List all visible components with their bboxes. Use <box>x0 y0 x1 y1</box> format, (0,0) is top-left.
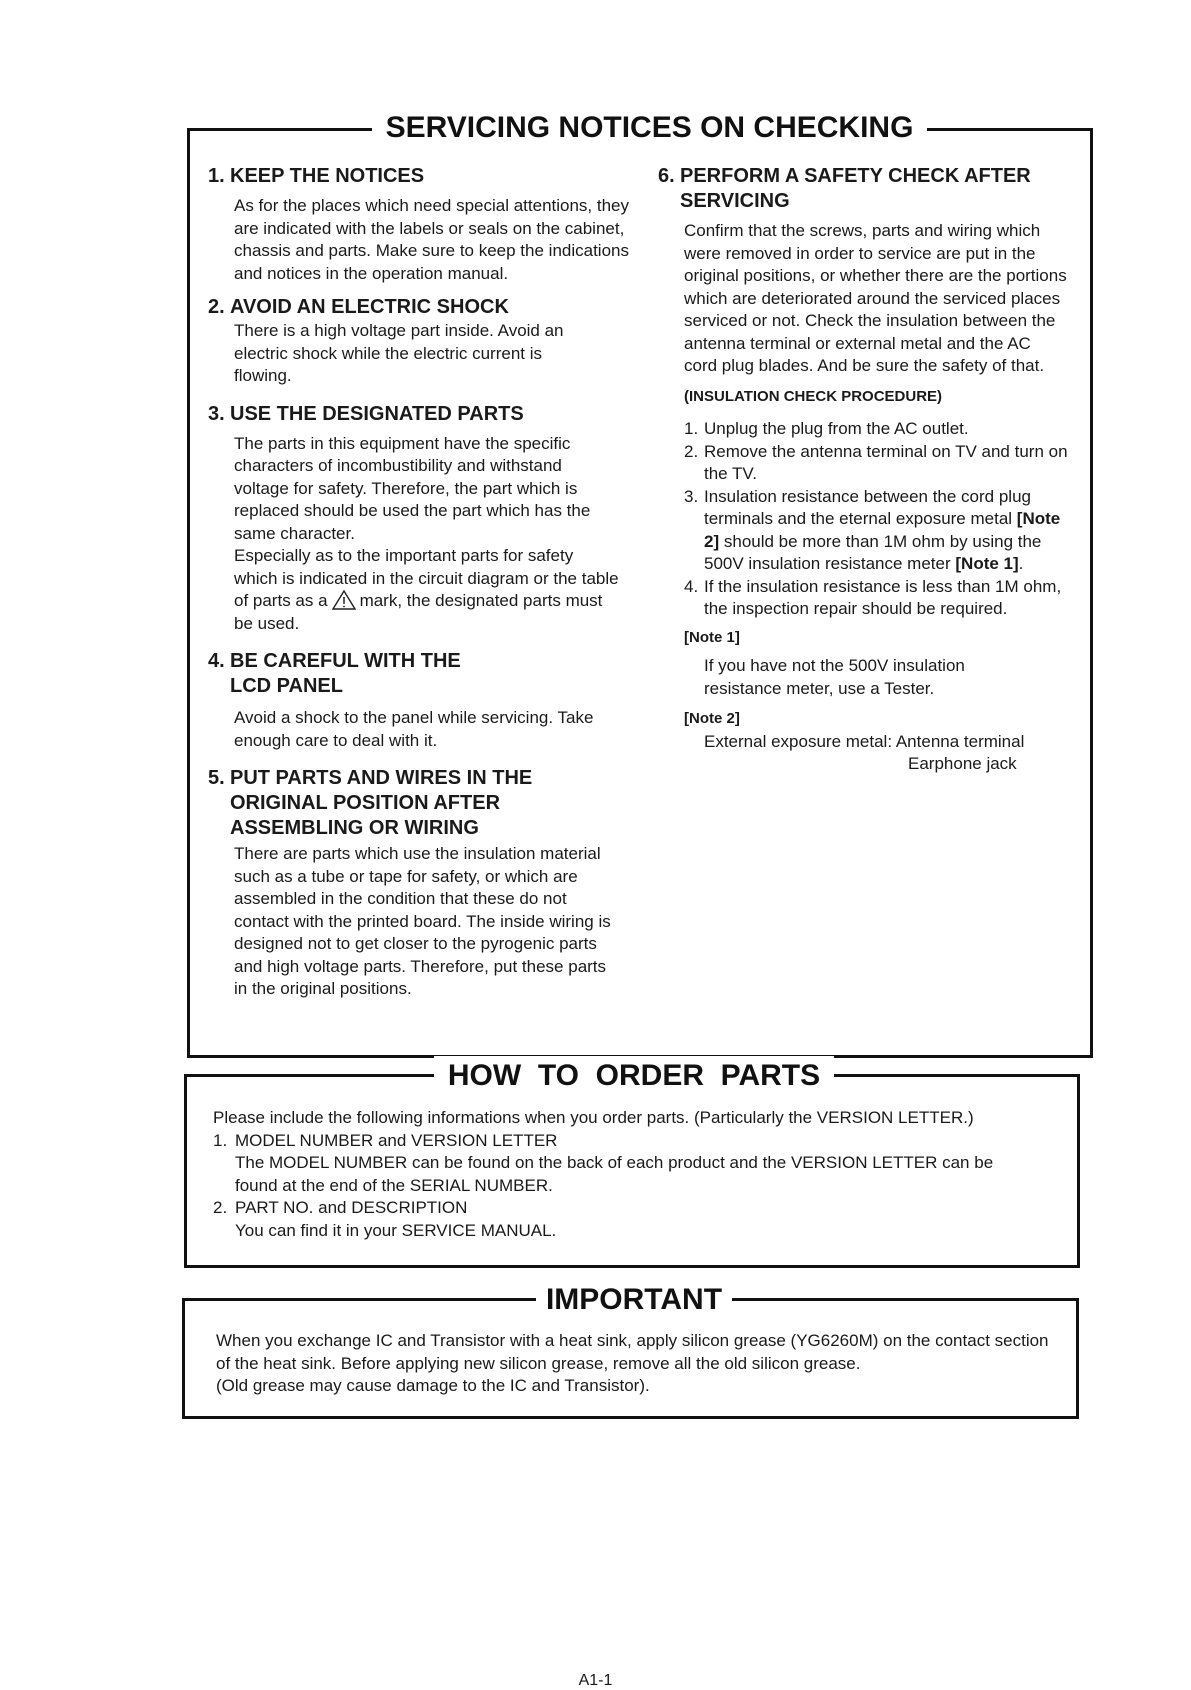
section-body: The parts in this equipment have the specific characters of incombustibility and withstand voltage for safety. Therefore, the part which is replaced should be used the part which has the same character. <box>234 433 591 543</box>
section-body: As for the places which need special attentions, they are indicated with the labels or seals on the cabinet, chassis and parts. Make sure to keep the indications and notices in the operation manual. <box>234 196 630 283</box>
section-number: 1. <box>208 165 225 187</box>
section-title: USE THE DESIGNATED PARTS <box>230 402 524 425</box>
note1-title: [Note 1] <box>684 628 740 646</box>
important-line1: When you exchange IC and Transistor with a heat sink, apply silicon grease (YG6260M) on the contact section of the heat sink. Before applying new silicon grease, remove all the old silicon grease. <box>216 1331 1049 1373</box>
section-keep-notices <box>208 164 640 285</box>
section-number: 3. <box>208 402 225 425</box>
section-title: KEEP THE NOTICES <box>230 165 425 187</box>
order-intro: Please include the following informations when you order parts. (Particularly the VERSION LETTER.) <box>213 1108 974 1127</box>
section-body-safety <box>234 545 620 635</box>
list-item: 2. Remove the antenna terminal on TV and turn on the TV. <box>684 441 1068 483</box>
section-number: 6. <box>658 165 675 187</box>
warning-triangle-icon <box>332 590 356 610</box>
section-body: There are parts which use the insulation material such as a tube or tape for safety, or which are assembled in the condition that these do not contact with the printed board. The inside wiring is designed not to get closer to the pyrogenic parts and high voltage parts. Therefore, put these parts in the original positions. <box>234 844 611 998</box>
note1-body: If you have not the 500V insulation resistance meter, use a Tester. <box>704 656 965 698</box>
section-title-cont: LCD PANEL <box>230 675 343 697</box>
note2-body: External exposure metal: Antenna terminal Earphone jack <box>704 731 1025 773</box>
section-number: 5. <box>208 767 225 789</box>
section-number: 4. <box>208 650 225 672</box>
section-body: There is a high voltage part inside. Avoid an electric shock while the electric current is flowing. <box>234 321 564 385</box>
page-number: A1-1 <box>578 1672 613 1689</box>
servicing-notices-title: SERVICING NOTICES ON CHECKING <box>372 108 927 148</box>
section-designated-parts <box>208 402 640 636</box>
section-parts-wires <box>208 766 640 1001</box>
list-item: 4. If the insulation resistance is less than 1M ohm, the inspection repair should be required. <box>684 576 1062 618</box>
note-ref: [Note 1] <box>955 554 1019 573</box>
section-title: PUT PARTS AND WIRES IN THE <box>230 767 533 789</box>
insulation-procedure-title: (INSULATION CHECK PROCEDURE) <box>684 387 943 405</box>
list-item: 2. PART NO. and DESCRIPTION You can find it in your SERVICE MANUAL. <box>213 1198 557 1240</box>
order-parts-title: HOW TO ORDER PARTS <box>434 1056 834 1096</box>
safety-check-body: Confirm that the screws, parts and wiring which were removed in order to service are put in the original positions, or whether there are the portions which are deteriorated around the serviced places serviced or not. Check the insulation between the antenna terminal or external metal and the AC cord plug blades. And be sure the safety of that. <box>684 221 1067 375</box>
important-content <box>216 1330 1058 1398</box>
servicing-left-column <box>208 164 640 1001</box>
list-item: 3. Insulation resistance between the cord plug terminals and the eternal exposure metal [Note 2] should be more than 1M ohm by using the 500V insulation resistance meter [Note 1]. <box>684 486 1061 573</box>
order-parts-content <box>213 1107 1058 1242</box>
section-body: Avoid a shock to the panel while servicing. Take enough care to deal with it. <box>234 708 594 750</box>
note-ref: [Note 2] <box>704 509 1061 551</box>
section-title-cont: ORIGINAL POSITION AFTER <box>230 792 501 814</box>
important-line2: (Old grease may cause damage to the IC and Transistor). <box>216 1376 650 1395</box>
section-electric-shock <box>208 295 640 388</box>
list-item: 1. Unplug the plug from the AC outlet. <box>684 419 969 438</box>
section-lcd-panel <box>208 649 640 752</box>
safety-text-a: Especially as to the important parts for safety which is indicated in the circuit diagram or the table of parts as a <box>234 546 619 610</box>
section-title: BE CAREFUL WITH THE <box>230 650 461 672</box>
section-title: AVOID AN ELECTRIC SHOCK <box>230 296 509 318</box>
section-title-cont: ASSEMBLING OR WIRING <box>230 817 479 839</box>
insulation-steps <box>658 418 1068 621</box>
section-safety-check-title: 6. PERFORM A SAFETY CHECK AFTER SERVICING <box>658 165 1031 212</box>
section-number: 2. <box>208 296 225 318</box>
safety-text-b: mark, the designated parts must be used. <box>234 591 603 633</box>
note2-title: [Note 2] <box>684 710 740 727</box>
important-title: IMPORTANT <box>536 1280 732 1320</box>
servicing-right-column <box>658 164 1068 776</box>
list-item: 1. MODEL NUMBER and VERSION LETTER The MODEL NUMBER can be found on the back of each product and the VERSION LETTER can be found at the end of the SERIAL NUMBER. <box>213 1130 994 1195</box>
